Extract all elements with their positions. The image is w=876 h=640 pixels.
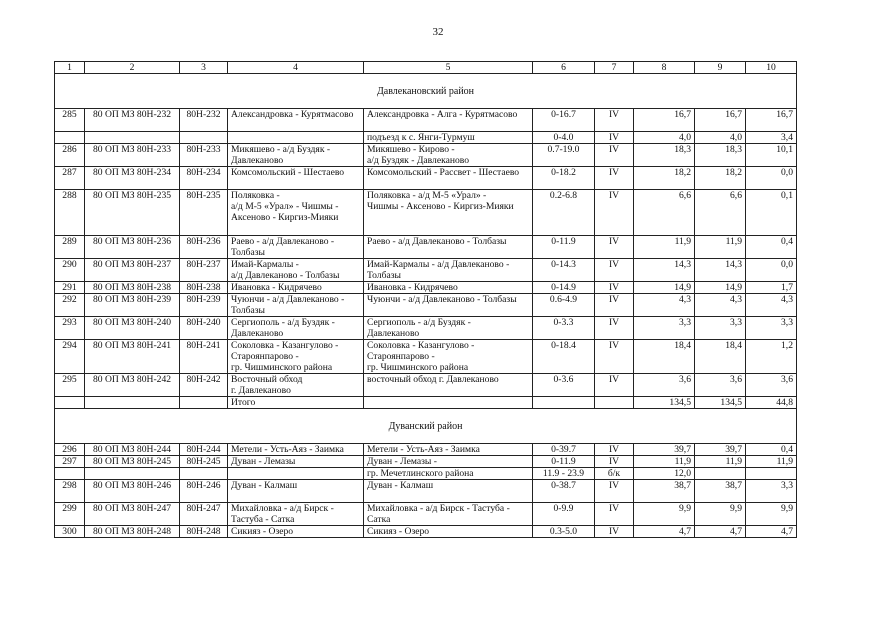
cell-len2: 18,2 <box>695 167 746 190</box>
total-len: 134,5 <box>634 397 695 409</box>
cell-km: 0.6-4.9 <box>533 294 595 317</box>
cell-reg: 80 ОП МЗ 80Н-240 <box>85 317 180 340</box>
header-row <box>55 62 797 74</box>
cell-len: 12,0 <box>634 468 695 480</box>
header-cell: 7 <box>595 62 634 74</box>
cell-len3: 16,7 <box>746 109 797 132</box>
cell-len: 11,9 <box>634 236 695 259</box>
cell-km: 0-11.9 <box>533 236 595 259</box>
cell-len2: 3,3 <box>695 317 746 340</box>
cell-name <box>228 132 364 144</box>
page-number: 32 <box>432 26 444 38</box>
table-row <box>55 503 797 526</box>
cell-no: 294 <box>55 340 85 374</box>
cell-line: Метели - Усть-Аяз - Заимка <box>367 444 480 455</box>
cell-len3: 0,1 <box>746 190 797 236</box>
cell-name <box>228 282 364 294</box>
cell-len: 39,7 <box>634 444 695 456</box>
cell-len: 3,3 <box>634 317 695 340</box>
cell-section <box>364 456 533 468</box>
cell-km: 0-14.3 <box>533 259 595 282</box>
cell-line: Ивановка - Кидрячево <box>367 282 458 293</box>
cell-line: гр. Чишминского района <box>231 362 333 373</box>
cell-name <box>228 480 364 503</box>
cell-km: 0.2-6.8 <box>533 190 595 236</box>
cell-len3: 3,6 <box>746 374 797 397</box>
table-row <box>55 132 797 144</box>
cell-no: 296 <box>55 444 85 456</box>
cell-section <box>364 503 533 526</box>
cell-name <box>228 374 364 397</box>
cell-name <box>228 167 364 190</box>
cell-len2: 16,7 <box>695 109 746 132</box>
cell-len2: 14,9 <box>695 282 746 294</box>
table-row <box>55 109 797 132</box>
cell-len3: 0,4 <box>746 236 797 259</box>
cell-len: 11,9 <box>634 456 695 468</box>
cell-name <box>228 503 364 526</box>
header-cell: 2 <box>85 62 180 74</box>
cell-code <box>180 132 228 144</box>
cell-len: 18,4 <box>634 340 695 374</box>
cell-len: 3,6 <box>634 374 695 397</box>
cell-cat: IV <box>595 109 634 132</box>
cell-no: 289 <box>55 236 85 259</box>
table-row <box>55 468 797 480</box>
cell-line: Александровка - Курятмасово <box>231 109 354 120</box>
cell-name <box>228 259 364 282</box>
cell-reg <box>85 132 180 144</box>
cell-section <box>364 468 533 480</box>
cell-code: 80Н-237 <box>180 259 228 282</box>
cell-line: Сикияз - Озеро <box>231 526 294 537</box>
cell-line: Комсомольский - Рассвет - Шестаево <box>367 167 520 178</box>
cell-line: г. Давлеканово <box>231 385 291 396</box>
cell-len3: 11,9 <box>746 456 797 468</box>
cell-line: Давлеканово <box>231 328 284 339</box>
cell-name <box>228 526 364 538</box>
cell-len2: 6,6 <box>695 190 746 236</box>
cell-len2: 11,9 <box>695 236 746 259</box>
cell-cat: IV <box>595 294 634 317</box>
cell-line: Комсомольский - Шестаево <box>231 167 345 178</box>
cell-no <box>55 132 85 144</box>
cell-line: Чуюнчи - а/д Давлеканово - Толбазы <box>367 294 517 305</box>
cell-no: 295 <box>55 374 85 397</box>
cell-no: 293 <box>55 317 85 340</box>
cell-code: 80Н-240 <box>180 317 228 340</box>
cell-name <box>228 340 364 374</box>
region-row <box>55 409 797 444</box>
header-cell: 4 <box>228 62 364 74</box>
cell-code: 80Н-246 <box>180 480 228 503</box>
cell-line: Имай-Кармалы - а/д Давлеканово - <box>367 259 510 270</box>
cell-cat: IV <box>595 340 634 374</box>
cell-line: Микяшево - а/д Буздяк - <box>231 144 331 155</box>
cell-len2: 39,7 <box>695 444 746 456</box>
cell-name <box>228 294 364 317</box>
cell-no <box>55 468 85 480</box>
cell-no: 287 <box>55 167 85 190</box>
cell-km: 0-14.9 <box>533 282 595 294</box>
cell-reg: 80 ОП МЗ 80Н-242 <box>85 374 180 397</box>
cell-km: 0-18.2 <box>533 167 595 190</box>
cell-reg: 80 ОП МЗ 80Н-239 <box>85 294 180 317</box>
cell-km: 0-16.7 <box>533 109 595 132</box>
cell-name <box>228 456 364 468</box>
cell-section <box>364 167 533 190</box>
cell-line: Метели - Усть-Аяз - Заимка <box>231 444 344 455</box>
total-empty <box>55 397 85 409</box>
cell-reg: 80 ОП МЗ 80Н-244 <box>85 444 180 456</box>
cell-cat: IV <box>595 317 634 340</box>
cell-line: Соколовка - Казангулово - <box>367 340 475 351</box>
cell-line: гр. Чишминского района <box>367 362 469 373</box>
cell-name <box>228 109 364 132</box>
cell-reg <box>85 468 180 480</box>
cell-line: Сикияз - Озеро <box>367 526 430 537</box>
cell-section <box>364 526 533 538</box>
cell-cat: IV <box>595 526 634 538</box>
cell-section <box>364 340 533 374</box>
cell-line: Поляковка - а/д М-5 «Урал» - <box>367 190 487 201</box>
table-row <box>55 340 797 374</box>
table-row <box>55 282 797 294</box>
cell-line: восточный обход г. Давлеканово <box>367 374 499 385</box>
header-cell: 1 <box>55 62 85 74</box>
table-row <box>55 317 797 340</box>
cell-line: а/д М-5 «Урал» - Чишмы - <box>231 201 339 212</box>
cell-len: 38,7 <box>634 480 695 503</box>
cell-line: Толбазы <box>367 270 401 281</box>
cell-section <box>364 109 533 132</box>
table-row <box>55 526 797 538</box>
cell-len2: 9,9 <box>695 503 746 526</box>
cell-code: 80Н-232 <box>180 109 228 132</box>
cell-len2: 38,7 <box>695 480 746 503</box>
cell-line: Чишмы - Аксеново - Киргиз-Мияки <box>367 201 514 212</box>
cell-len3: 0,0 <box>746 259 797 282</box>
cell-section <box>364 190 533 236</box>
cell-km: 0-11.9 <box>533 456 595 468</box>
cell-len3: 1,7 <box>746 282 797 294</box>
table-row <box>55 236 797 259</box>
cell-line: Староянпарово - <box>231 351 299 362</box>
cell-cat: IV <box>595 144 634 167</box>
cell-code: 80Н-236 <box>180 236 228 259</box>
cell-len: 18,3 <box>634 144 695 167</box>
cell-line: Соколовка - Казангулово - <box>231 340 339 351</box>
cell-len3: 4,7 <box>746 526 797 538</box>
cell-line: Поляковка - <box>231 190 280 201</box>
cell-cat: IV <box>595 456 634 468</box>
cell-line: Дуван - Лемазы - <box>367 456 437 467</box>
cell-len: 4,7 <box>634 526 695 538</box>
cell-line: подъезд к с. Янги-Турмуш <box>367 132 475 143</box>
cell-line: гр. Мечетлинского района <box>367 468 474 479</box>
cell-line: Сатка <box>367 514 391 525</box>
cell-km: 0.3-5.0 <box>533 526 595 538</box>
cell-code: 80Н-242 <box>180 374 228 397</box>
cell-code: 80Н-245 <box>180 456 228 468</box>
cell-reg: 80 ОП МЗ 80Н-245 <box>85 456 180 468</box>
cell-len: 14,9 <box>634 282 695 294</box>
cell-line: Михайловка - а/д Бирск - Тастуба - <box>367 503 510 514</box>
cell-code: 80Н-238 <box>180 282 228 294</box>
cell-code: 80Н-233 <box>180 144 228 167</box>
header-cell: 8 <box>634 62 695 74</box>
region-title: Дуванский район <box>55 409 797 444</box>
cell-km: 11.9 - 23.9 <box>533 468 595 480</box>
cell-code: 80Н-248 <box>180 526 228 538</box>
cell-section <box>364 144 533 167</box>
cell-line: Толбазы <box>231 247 265 258</box>
cell-line: Микяшево - Кирово - <box>367 144 455 155</box>
table-row <box>55 456 797 468</box>
cell-len2: 18,3 <box>695 144 746 167</box>
total-label: Итого <box>228 397 364 409</box>
table-row <box>55 444 797 456</box>
cell-line: Давлеканово <box>231 155 284 166</box>
cell-len: 14,3 <box>634 259 695 282</box>
cell-reg: 80 ОП МЗ 80Н-248 <box>85 526 180 538</box>
cell-len3: 10,1 <box>746 144 797 167</box>
cell-line: Восточный обход <box>231 374 303 385</box>
cell-km: 0-4.0 <box>533 132 595 144</box>
cell-km: 0-9.9 <box>533 503 595 526</box>
cell-no: 286 <box>55 144 85 167</box>
region-title: Давлекановский район <box>55 74 797 109</box>
cell-len2: 4,3 <box>695 294 746 317</box>
cell-len: 9,9 <box>634 503 695 526</box>
region-row <box>55 74 797 109</box>
cell-reg: 80 ОП МЗ 80Н-234 <box>85 167 180 190</box>
cell-no: 290 <box>55 259 85 282</box>
cell-reg: 80 ОП МЗ 80Н-238 <box>85 282 180 294</box>
cell-len3: 0,0 <box>746 167 797 190</box>
cell-line: Александровка - Алга - Курятмасово <box>367 109 518 120</box>
roads-table <box>54 61 797 538</box>
cell-no: 300 <box>55 526 85 538</box>
cell-section <box>364 236 533 259</box>
cell-cat: IV <box>595 374 634 397</box>
cell-section <box>364 374 533 397</box>
cell-len2: 18,4 <box>695 340 746 374</box>
cell-no: 297 <box>55 456 85 468</box>
cell-name <box>228 468 364 480</box>
table-row <box>55 167 797 190</box>
cell-line: Сергиополь - а/д Буздяк - <box>367 317 471 328</box>
header-cell: 10 <box>746 62 797 74</box>
cell-line: Чуюнчи - а/д Давлеканово - <box>231 294 345 305</box>
cell-len2: 11,9 <box>695 456 746 468</box>
cell-code: 80Н-235 <box>180 190 228 236</box>
total-empty <box>85 397 180 409</box>
cell-km: 0-39.7 <box>533 444 595 456</box>
total-row <box>55 397 797 409</box>
total-empty <box>364 397 533 409</box>
cell-name <box>228 236 364 259</box>
cell-len3 <box>746 468 797 480</box>
cell-line: Дуван - Калмаш <box>367 480 434 491</box>
cell-reg: 80 ОП МЗ 80Н-233 <box>85 144 180 167</box>
cell-no: 288 <box>55 190 85 236</box>
cell-len: 4,0 <box>634 132 695 144</box>
cell-name <box>228 317 364 340</box>
table-row <box>55 259 797 282</box>
cell-no: 298 <box>55 480 85 503</box>
cell-name <box>228 444 364 456</box>
table-row <box>55 480 797 503</box>
cell-reg: 80 ОП МЗ 80Н-236 <box>85 236 180 259</box>
cell-km: 0.7-19.0 <box>533 144 595 167</box>
cell-cat: IV <box>595 236 634 259</box>
cell-len: 6,6 <box>634 190 695 236</box>
cell-reg: 80 ОП МЗ 80Н-237 <box>85 259 180 282</box>
table-row <box>55 190 797 236</box>
cell-no: 292 <box>55 294 85 317</box>
cell-section <box>364 259 533 282</box>
cell-line: Толбазы <box>231 305 265 316</box>
cell-no: 285 <box>55 109 85 132</box>
cell-len3: 3,4 <box>746 132 797 144</box>
header-cell: 9 <box>695 62 746 74</box>
cell-line: Михайловка - а/д Бирск - <box>231 503 334 514</box>
cell-line: Раево - а/д Давлеканово - Толбазы <box>367 236 507 247</box>
cell-code: 80Н-239 <box>180 294 228 317</box>
cell-reg: 80 ОП МЗ 80Н-247 <box>85 503 180 526</box>
table-row <box>55 144 797 167</box>
cell-len3: 3,3 <box>746 480 797 503</box>
cell-name <box>228 190 364 236</box>
cell-len3: 4,3 <box>746 294 797 317</box>
cell-km: 0-3.3 <box>533 317 595 340</box>
cell-section <box>364 480 533 503</box>
cell-code <box>180 468 228 480</box>
cell-section <box>364 282 533 294</box>
cell-reg: 80 ОП МЗ 80Н-232 <box>85 109 180 132</box>
cell-len2: 3,6 <box>695 374 746 397</box>
cell-len: 4,3 <box>634 294 695 317</box>
cell-len3: 9,9 <box>746 503 797 526</box>
cell-code: 80Н-241 <box>180 340 228 374</box>
cell-cat: IV <box>595 259 634 282</box>
cell-line: Раево - а/д Давлеканово - <box>231 236 335 247</box>
cell-line: а/д Буздяк - Давлеканово <box>367 155 470 166</box>
total-empty <box>595 397 634 409</box>
cell-code: 80Н-234 <box>180 167 228 190</box>
cell-line: а/д Давлеканово - Толбазы <box>231 270 340 281</box>
header-cell: 3 <box>180 62 228 74</box>
cell-cat: IV <box>595 503 634 526</box>
header-cell: 6 <box>533 62 595 74</box>
cell-len2: 4,7 <box>695 526 746 538</box>
cell-line: Давлеканово <box>367 328 420 339</box>
cell-line: Тастуба - Сатка <box>231 514 295 525</box>
cell-cat: IV <box>595 190 634 236</box>
cell-code: 80Н-244 <box>180 444 228 456</box>
cell-section <box>364 444 533 456</box>
cell-code: 80Н-247 <box>180 503 228 526</box>
table-row <box>55 294 797 317</box>
cell-len2 <box>695 468 746 480</box>
cell-line: Ивановка - Кидрячево <box>231 282 322 293</box>
header-cell: 5 <box>364 62 533 74</box>
cell-reg: 80 ОП МЗ 80Н-241 <box>85 340 180 374</box>
cell-reg: 80 ОП МЗ 80Н-246 <box>85 480 180 503</box>
cell-cat: IV <box>595 480 634 503</box>
cell-section <box>364 132 533 144</box>
cell-cat: IV <box>595 167 634 190</box>
cell-len3: 3,3 <box>746 317 797 340</box>
cell-no: 299 <box>55 503 85 526</box>
cell-line: Дуван - Лемазы <box>231 456 296 467</box>
cell-len3: 0,4 <box>746 444 797 456</box>
cell-section <box>364 317 533 340</box>
total-len2: 134,5 <box>695 397 746 409</box>
total-len3: 44,8 <box>746 397 797 409</box>
cell-line: Сергиополь - а/д Буздяк - <box>231 317 335 328</box>
cell-len2: 4,0 <box>695 132 746 144</box>
total-empty <box>533 397 595 409</box>
table-row <box>55 374 797 397</box>
cell-cat: IV <box>595 132 634 144</box>
cell-section <box>364 294 533 317</box>
cell-line: Имай-Кармалы - <box>231 259 299 270</box>
cell-line: Аксеново - Киргиз-Мияки <box>231 212 339 223</box>
cell-km: 0-18.4 <box>533 340 595 374</box>
cell-len: 18,2 <box>634 167 695 190</box>
table-body <box>55 62 797 538</box>
cell-len3: 1,2 <box>746 340 797 374</box>
cell-line: Староянпарово - <box>367 351 435 362</box>
total-empty <box>180 397 228 409</box>
cell-len: 16,7 <box>634 109 695 132</box>
cell-len2: 14,3 <box>695 259 746 282</box>
cell-no: 291 <box>55 282 85 294</box>
cell-cat: IV <box>595 282 634 294</box>
cell-reg: 80 ОП МЗ 80Н-235 <box>85 190 180 236</box>
cell-km: 0-3.6 <box>533 374 595 397</box>
cell-line: Дуван - Калмаш <box>231 480 298 491</box>
cell-km: 0-38.7 <box>533 480 595 503</box>
cell-cat: IV <box>595 444 634 456</box>
cell-name <box>228 144 364 167</box>
cell-cat: б/к <box>595 468 634 480</box>
